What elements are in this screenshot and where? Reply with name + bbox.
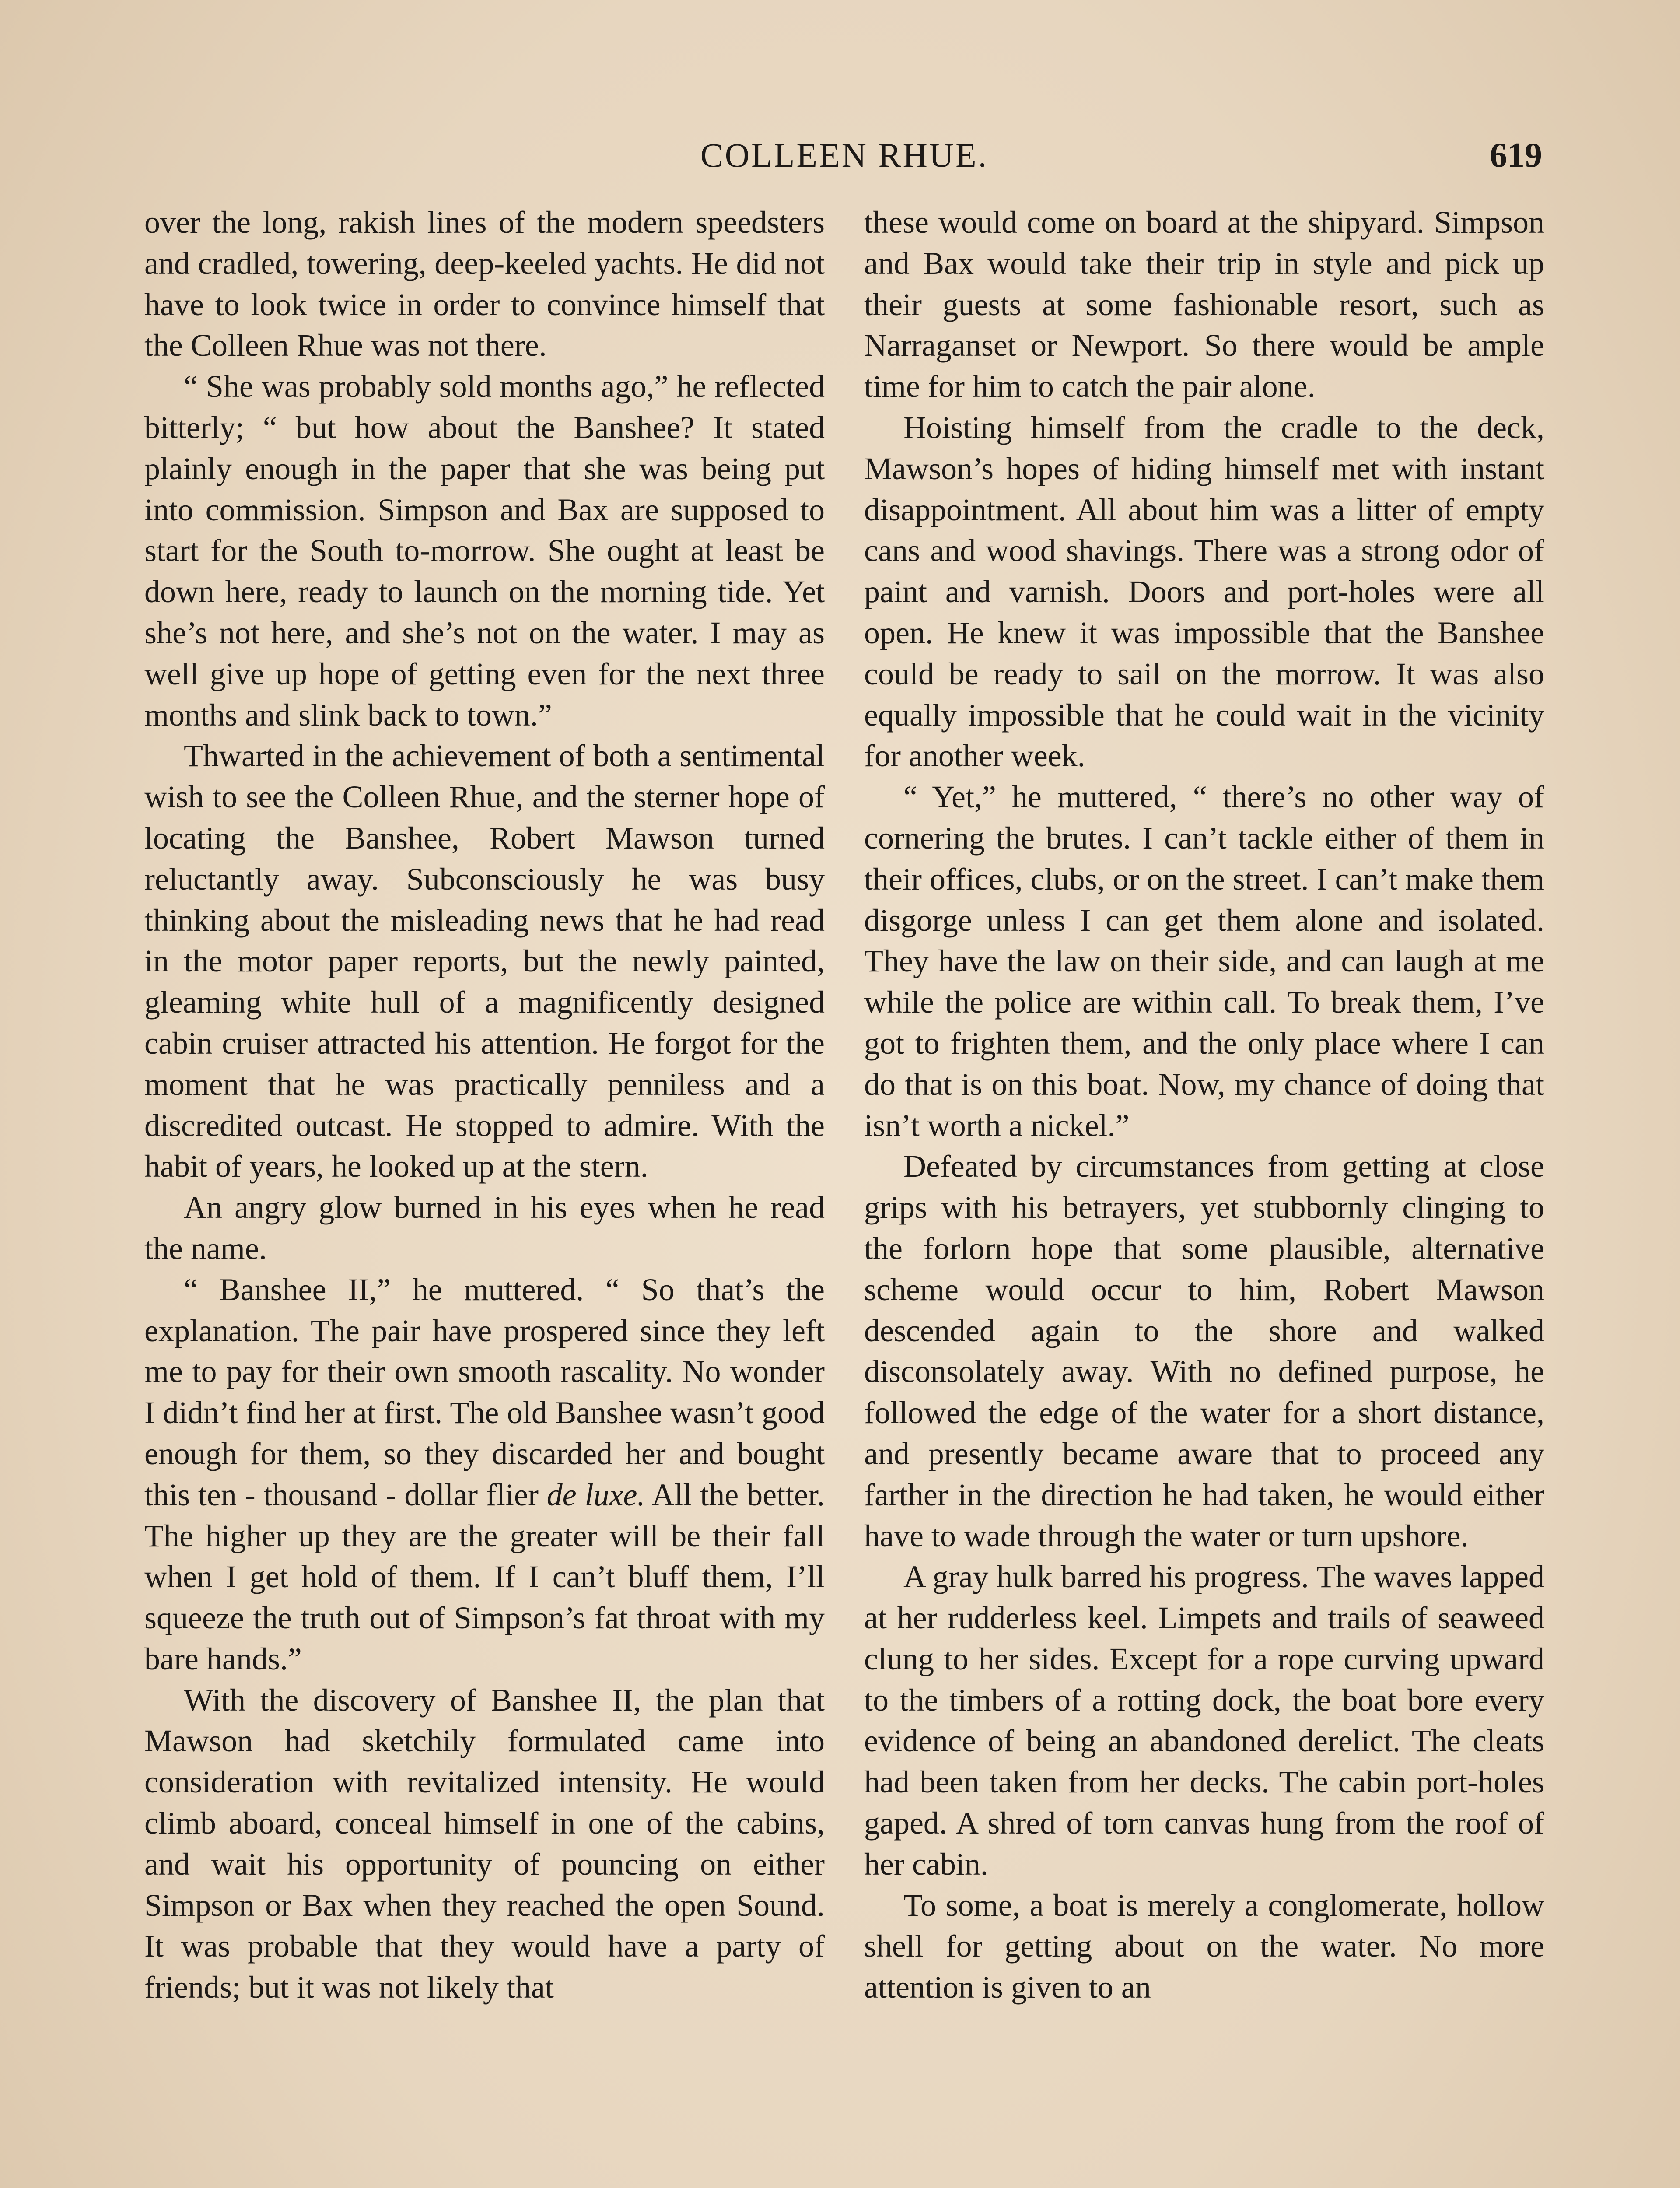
paragraph: over the long, rakish lines of the modern speedsters and cradled, towering, deep-keeled yachts. He did not have to look twice in order to convince himself that the Colleen Rhue was not there. [144,205,825,363]
right-column [864,202,1544,2008]
paragraph: Hoisting himself from the cradle to the deck, Mawson’s hopes of hiding himself met with instant disappointment. All about him was a litter of empty cans and wood shavings. There was a strong odor of paint and varnish. Doors and port-holes were all open. He knew it was impossible that the Banshee could be ready to sail on the morrow. It was also equally impossible that he could wait in the vicinity for another week. [864,410,1544,774]
paragraph-text: “ Banshee II,” he muttered. “ So that’s the explanation. The pair have prospered since they left me to pay for their own smooth rascality. No wonder I didn’t find her at first. The old Banshee wasn’t good enough for them, so they discarded her and bought this ten - thousand - dollar flier [144,1272,825,1512]
paragraph: “ Yet,” he muttered, “ there’s no other way of cornering the brutes. I can’t tackle either of them in their offices, clubs, or on the street. I can’t make them disgorge unless I can get them alone and isolated. They have the law on their side, and can laugh at me while the police are within call. To break them, I’ve got to frighten them, and the only place where I can do that is on this boat. Now, my chance of doing that isn’t worth a nickel.” [864,779,1544,1143]
paragraph: Defeated by circumstances from getting at close grips with his betrayers, yet stubbornly clinging to the forlorn hope that some plausible, alternative scheme would occur to him, Robert Mawson descended again to the shore and walked disconsolately away. With no defined purpose, he followed the edge of the water for a short distance, and presently became aware that to proceed any farther in the direction he had taken, he would either have to wade through the water or turn upshore. [864,1149,1544,1553]
paragraph: To some, a boat is merely a conglomerate, hollow shell for getting about on the water. No more attention is given to an [864,1887,1544,2005]
italic-phrase: de luxe. [546,1477,645,1512]
left-column [144,202,825,2008]
paragraph: Thwarted in the achievement of both a sentimental wish to see the Colleen Rhue, and the sterner hope of locating the Banshee, Robert Mawson turned reluctantly away. Subconsciously he was busy thinking about the misleading news that he had read in the motor paper reports, but the newly painted, gleaming white hull of a magnificently designed cabin cruiser attracted his attention. He forgot for the moment that he was practically penniless and a discredited outcast. He stopped to admire. With the habit of years, he looked up at the stern. [144,738,825,1184]
paragraph: A gray hulk barred his progress. The waves lapped at her rudderless keel. Limpets and trails of seaweed clung to her sides. Except for a rope curving upward to the timbers of a rotting dock, the boat bore every evidence of being an abandoned derelict. The cleats had been taken from her decks. The cabin port-holes gaped. A shred of torn canvas hung from the roof of her cabin. [864,1559,1544,1882]
paragraph [144,1269,825,1680]
paragraph: With the discovery of Banshee II, the plan that Mawson had sketchily formulated came into consideration with revitalized intensity. He would climb aboard, conceal himself in one of the cabins, and wait his opportunity of pouncing on either Simpson or Bax when they reached the open Sound. It was probable that they would have a party of friends; but it was not likely that [144,1682,825,2005]
paragraph: “ She was probably sold months ago,” he reflected bitterly; “ but how about the Banshee? It stated plainly enough in the paper that she was being put into commission. Simpson and Bax are supposed to start for the South to-morrow. She ought at least be down here, ready to launch on the morning tide. Yet she’s not here, and she’s not on the water. I may as well give up hope of getting even for the next three months and slink back to town.” [144,369,825,733]
running-head [147,131,1542,179]
page-title: COLLEEN RHUE. [700,136,989,174]
paragraph-text: All the better. The higher up they are the greater will be their fall when I get hold of them. If I can’t bluff them, I’ll squeeze the truth out of Simpson’s fat throat with my bare hands.” [144,1477,825,1676]
paragraph: An angry glow burned in his eyes when he read the name. [144,1190,825,1266]
page-number: 619 [1490,136,1542,175]
paragraph: these would come on board at the shipyard. Simpson and Bax would take their trip in style and pick up their guests at some fashionable resort, such as Narraganset or Newport. So there would be ample time for him to catch the pair alone. [864,205,1544,404]
